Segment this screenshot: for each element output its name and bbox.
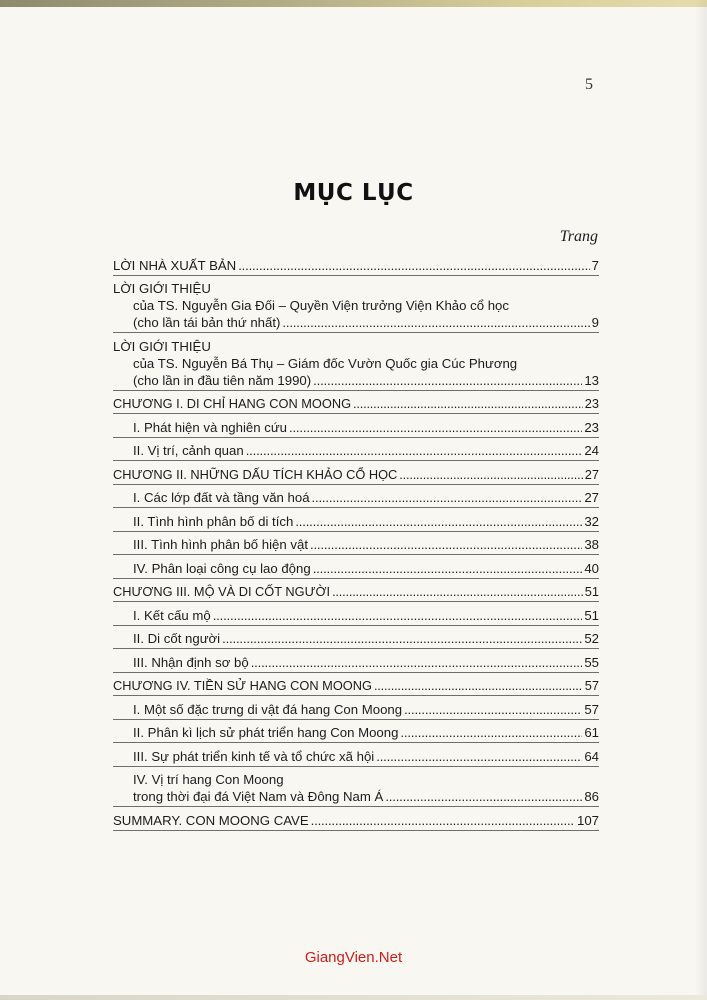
toc-page-number: 23 <box>584 396 599 411</box>
toc-entry-text: CHƯƠNG II. NHỮNG DẤU TÍCH KHẢO CỔ HỌC <box>113 466 398 482</box>
toc-entry-text: CHƯƠNG III. MỘ VÀ DI CỐT NGƯỜI <box>113 584 331 599</box>
page-edge-shadow <box>695 0 707 1000</box>
dot-leader <box>404 701 582 718</box>
toc-page-number: 23 <box>584 419 599 435</box>
toc-entry-text: của TS. Nguyễn Bá Thụ – Giám đốc Vườn Quốc gia Cúc Phương <box>133 355 518 371</box>
toc-entry[interactable] <box>113 807 599 831</box>
toc-entry[interactable] <box>113 391 599 415</box>
toc-entry[interactable] <box>113 626 599 650</box>
dot-leader <box>385 788 582 805</box>
toc-entry-text: CHƯƠNG IV. TIỀN SỬ HANG CON MOONG <box>113 678 372 693</box>
toc-entry-text: I. Phát hiện và nghiên cứu <box>133 419 287 435</box>
dot-leader <box>310 536 582 553</box>
toc-entry[interactable] <box>113 485 599 509</box>
toc-entry-text: LỜI GIỚI THIỆU <box>113 338 211 354</box>
dot-leader <box>313 560 583 577</box>
toc-entry[interactable] <box>113 767 599 808</box>
toc-page-number: 107 <box>576 812 599 828</box>
toc-entry-text: IV. Vị trí hang Con Moong <box>133 772 284 787</box>
dot-leader <box>374 677 583 694</box>
toc-page-number: 55 <box>584 654 599 670</box>
dot-leader <box>400 724 582 741</box>
toc-page-number: 86 <box>584 789 599 804</box>
dot-leader <box>295 513 582 530</box>
toc-entry[interactable] <box>113 438 599 462</box>
toc-page-number: 24 <box>584 443 599 458</box>
toc-page-number: 61 <box>584 725 599 740</box>
toc-entry[interactable] <box>113 673 599 697</box>
toc-page-number: 64 <box>584 748 599 764</box>
toc-page-number: 32 <box>584 513 599 529</box>
dot-leader <box>376 748 582 765</box>
toc-entry-text: IV. Phân loại công cụ lao động <box>133 560 311 576</box>
dot-leader <box>312 489 583 506</box>
dot-leader <box>246 442 583 459</box>
toc-entry-text: III. Sự phát triển kinh tế và tổ chức xã hội <box>133 748 375 764</box>
page-number: 5 <box>585 76 593 93</box>
toc-entry[interactable] <box>113 743 599 767</box>
toc-entry[interactable] <box>113 461 599 485</box>
toc-entry[interactable] <box>113 252 599 276</box>
toc-entry-text: CHƯƠNG I. DI CHỈ HANG CON MOONG <box>113 396 352 411</box>
toc-entry[interactable] <box>113 555 599 579</box>
dot-leader <box>332 583 583 600</box>
toc-entry-text: I. Một số đặc trưng di vật đá hang Con Moong <box>133 701 403 717</box>
toc-page-number: 13 <box>584 372 599 388</box>
toc-entry-text: trong thời đại đá Việt Nam và Đông Nam Á <box>133 789 384 804</box>
toc-page-number: 27 <box>584 466 599 482</box>
toc-entry-text: SUMMARY. CON MOONG CAVE <box>113 812 309 828</box>
toc-page-number: 51 <box>584 584 599 599</box>
toc-entry-text: II. Vị trí, cảnh quan <box>133 443 244 458</box>
toc-entry-text: (cho lần in đầu tiên năm 1990) <box>133 372 312 388</box>
toc-entry-text: (cho lần tái bản thứ nhất) <box>133 315 281 330</box>
toc-entry[interactable] <box>113 333 599 391</box>
page-column-label: Trang <box>559 228 598 245</box>
page-title: MỤC LỤC <box>293 180 414 206</box>
toc-page-number: 57 <box>584 678 599 693</box>
toc-entry[interactable] <box>113 508 599 532</box>
dot-leader <box>238 257 589 274</box>
toc-entry-text: LỜI GIỚI THIỆU <box>113 281 211 296</box>
dot-leader <box>222 630 582 647</box>
dot-leader <box>311 812 575 829</box>
dot-leader <box>399 466 582 483</box>
top-page-edge <box>0 0 707 7</box>
toc-entry[interactable] <box>113 720 599 744</box>
toc-page-number: 52 <box>584 631 599 646</box>
toc-entry-text: III. Nhận định sơ bộ <box>133 654 249 670</box>
toc-entry[interactable] <box>113 602 599 626</box>
toc-entry-text: II. Di cốt người <box>133 631 221 646</box>
dot-leader <box>313 372 582 389</box>
footer-watermark: GiangVien.Net <box>304 949 403 966</box>
toc-page-number: 51 <box>584 607 599 623</box>
toc-entry-text: của TS. Nguyễn Gia Đối – Quyền Viện trưởng Viện Khảo cổ học <box>133 298 509 313</box>
toc-entry[interactable] <box>113 579 599 603</box>
table-of-contents <box>113 252 599 831</box>
toc-entry-text: I. Các lớp đất và tầng văn hoá <box>133 490 310 505</box>
dot-leader <box>251 654 583 671</box>
toc-page-number: 27 <box>584 490 599 505</box>
toc-entry-text: I. Kết cấu mộ <box>133 607 211 623</box>
toc-entry[interactable] <box>113 649 599 673</box>
toc-entry[interactable] <box>113 696 599 720</box>
toc-entry-text: II. Phân kì lịch sử phát triển hang Con Moong <box>133 725 399 740</box>
dot-leader <box>282 314 589 331</box>
toc-entry[interactable] <box>113 532 599 556</box>
dot-leader <box>213 607 583 624</box>
toc-entry-text: III. Tình hình phân bố hiện vật <box>133 537 308 552</box>
bottom-page-edge <box>0 995 707 1000</box>
toc-entry-text: II. Tình hình phân bố di tích <box>133 513 294 529</box>
toc-page-number: 9 <box>591 315 599 330</box>
toc-entry[interactable] <box>113 414 599 438</box>
toc-entry-text: LỜI NHÀ XUẤT BẢN <box>113 257 237 273</box>
toc-page-number: 7 <box>591 257 599 273</box>
dot-leader <box>289 419 582 436</box>
toc-page-number: 57 <box>584 701 599 717</box>
toc-entry[interactable] <box>113 276 599 334</box>
toc-page-number: 38 <box>584 537 599 552</box>
toc-page-number: 40 <box>584 560 599 576</box>
dot-leader <box>353 395 583 412</box>
